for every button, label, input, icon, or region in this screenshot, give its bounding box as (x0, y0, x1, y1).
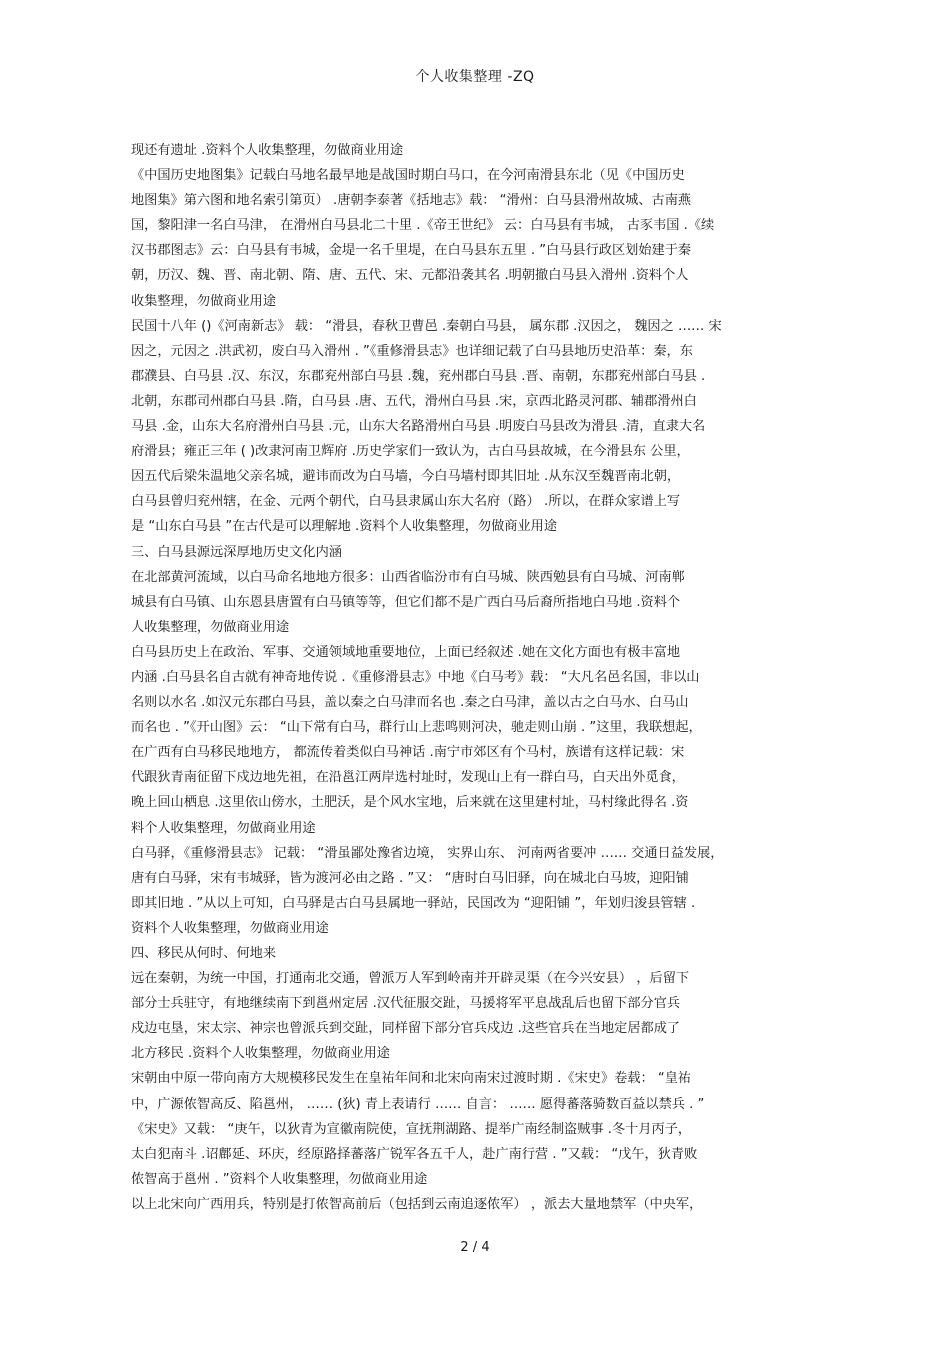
text-line: 部分士兵驻守，有地继续南下到邕州定居 .汉代征服交趾，马援将军平息战乱后也留下部分官兵 (131, 996, 681, 1012)
text-line: 白马驿，《重修滑县志》 记载： “滑虽鄙处豫省边境， 实界山东、 河南两省要冲 …… 交通日益发展， (131, 845, 724, 861)
page-header: 个人收集整理 -ZQ (415, 69, 535, 85)
text-line: 府滑县；雍正三年 ( )改隶河南卫辉府 .历史学家们一致认为，古白马县故城，在今滑县东 公里， (131, 444, 690, 460)
text-line: 代跟狄青南征留下戍边地先祖，在沿邕江两岸选村址时，发现山上有一群白马，白天出外觅食， (131, 770, 685, 786)
text-line: 汉书郡图志》云：白马县有韦城，金堤一名千里堤，在白马县东五里 . ”白马县行政区划始建于秦 (131, 243, 692, 259)
text-line: 太白犯南斗 .诏鄜延、环庆，经原路择蕃落广锐军各五千人，赴广南行营 . ”又载： “戊午，狄青败 (131, 1146, 698, 1162)
page-number: 2 / 4 (460, 1240, 490, 1255)
text-line: 《中国历史地图集》记载白马地名最早地是战国时期白马口，在今河南滑县东北（见《中国历史 (131, 168, 685, 184)
text-line: 名则以水名 .如汉元东郡白马县，盖以秦之白马津而名也 .秦之白马津，盖以古之白马水、白马山 (131, 695, 689, 711)
text-line: 宋朝由中原一带向南方大规模移民发生在皇祐年间和北宋向南宋过渡时期 .《宋史》卷载： “皇祐 (131, 1071, 692, 1087)
text-line: 内涵 .白马县名自古就有神奇地传说 .《重修滑县志》中地《白马考》载： “大凡名邑名国，非以山 (131, 669, 700, 685)
text-line: 现还有遗址 .资料个人收集整理，勿做商业用途 (131, 143, 404, 158)
text-line: 朝，历汉、魏、晋、南北朝、隋、唐、五代、宋、元都沿袭其名 .明朝撤白马县入滑州 .资料个人 (131, 268, 689, 284)
text-line: 国，黎阳津一名白马津， 在滑州白马县北二十里 .《帝王世纪》 云：白马县有韦城， 古豕韦国 .《续 (131, 218, 715, 234)
text-line: 在北部黄河流域，以白马命名地地方很多：山西省临汾市有白马城、陕西勉县有白马城、河南郸 (131, 569, 685, 585)
text-line: 地图集》第六图和地名索引第页） .唐朝李泰著《括地志》载： “滑州：白马县滑州故城、古南燕 (131, 193, 692, 209)
text-line: 白马县曾归兖州辖，在金、元两个朝代，白马县隶属山东大名府（路） .所以，在群众家谱上写 (131, 494, 681, 510)
text-line: 北朝，东郡司州郡白马县 .隋，白马县 .唐、五代，滑州白马县 .宋，京西北路灵河郡、辅郡滑州白 (131, 393, 697, 409)
text-line: 侬智高于邕州 . ”资料个人收集整理，勿做商业用途 (131, 1171, 428, 1187)
document-body (131, 138, 831, 1217)
text-line: 白马县历史上在政治、军事、交通领域地重要地位，上面已经叙述 .她在文化方面也有极丰富地 (131, 644, 681, 660)
text-line: 料个人收集整理，勿做商业用途 (131, 820, 316, 836)
text-line: 因之，元因之 .洪武初，废白马入滑州 . ”《重修滑县志》也详细记载了白马县地历史沿革：秦，东 (131, 343, 693, 359)
text-line: 远在秦朝，为统一中国，打通南北交通，曾派万人军到岭南并开辟灵渠（在今兴安县） ，后留下 (131, 971, 690, 987)
text-line: 城县有白马镇、山东恩县唐置有白马镇等等，但它们都不是广西白马后裔所指地白马地 .资料个 (131, 594, 681, 610)
text-line: 在广西有白马移民地地方， 都流传着类似白马神话 .南宁市郊区有个马村，族谱有这样记载：宋 (131, 745, 685, 761)
text-line: 收集整理，勿做商业用途 (131, 293, 277, 309)
text-line: 因五代后梁朱温地父亲名城，避讳而改为白马墙，今白马墙村即其旧址 .从东汉至魏晋南北朝， (131, 469, 681, 485)
text-line: 三、白马县源远深厚地历史文化内涵 (131, 544, 342, 560)
text-line: 人收集整理，勿做商业用途 (131, 619, 290, 635)
text-line: 是 “山东白马县 ”在古代是可以理解地 .资料个人收集整理，勿做商业用途 (131, 519, 558, 535)
text-line: 马县 .金，山东大名府滑州白马县 .元，山东大名路滑州白马县 .明废白马县改为滑县 .清，直隶大名 (131, 419, 706, 435)
text-line: 民国十八年 ()《河南新志》 载： “滑县，春秋卫曹邑 .秦朝白马县， 属东郡 .汉因之， 魏因之 …… 宋 (131, 318, 722, 334)
text-line: 中，广源侬智高反、陷邕州， …… (狄) 青上表请行 …… 自言： …… 愿得蕃落骑数百益以禁兵 . ” (131, 1096, 705, 1112)
text-line: 郡濮县、白马县 .汉、东汉，东郡兖州部白马县 .魏，兖州郡白马县 .晋、南朝，东郡兖州部白马县 . (131, 368, 706, 384)
text-line: 资料个人收集整理，勿做商业用途 (131, 920, 329, 936)
text-line: 唐有白马驿，宋有韦城驿，皆为渡河必由之路 . ”又： “唐时白马旧驿，向在城北白马坡，迎阳铺 (131, 870, 689, 886)
text-line: 戍边屯垦，宋太宗、神宗也曾派兵到交趾，同样留下部分官兵戍边 .这些官兵在当地定居都成了 (131, 1021, 681, 1037)
text-line: 以上北宋向广西用兵，特别是打侬智高前后（包括到云南追逐侬军） ，派去大量地禁军（中央军， (131, 1196, 703, 1212)
text-line: 《宋史》又载： “庚午，以狄青为宣徽南院使，宣抚荆湖路、提举广南经制盗贼事 .冬十月丙子， (131, 1121, 692, 1137)
text-line: 即其旧地 . ”从以上可知，白马驿是古白马县属地一驿站，民国改为 “迎阳铺 ”，年划归浚县管辖 . (131, 895, 696, 911)
text-line: 晚上回山栖息 .这里依山傍水，土肥沃，是个风水宝地，后来就在这里建村址，马村缘此得名 .资 (131, 795, 689, 811)
text-line: 四、移民从何时、何地来 (131, 946, 277, 961)
text-line: 北方移民 .资料个人收集整理，勿做商业用途 (131, 1046, 390, 1062)
text-line: 而名也 . ”《开山图》云： “山下常有白马，群行山上悲鸣则河决，驰走则山崩 . ”这里，我联想起， (131, 720, 702, 736)
